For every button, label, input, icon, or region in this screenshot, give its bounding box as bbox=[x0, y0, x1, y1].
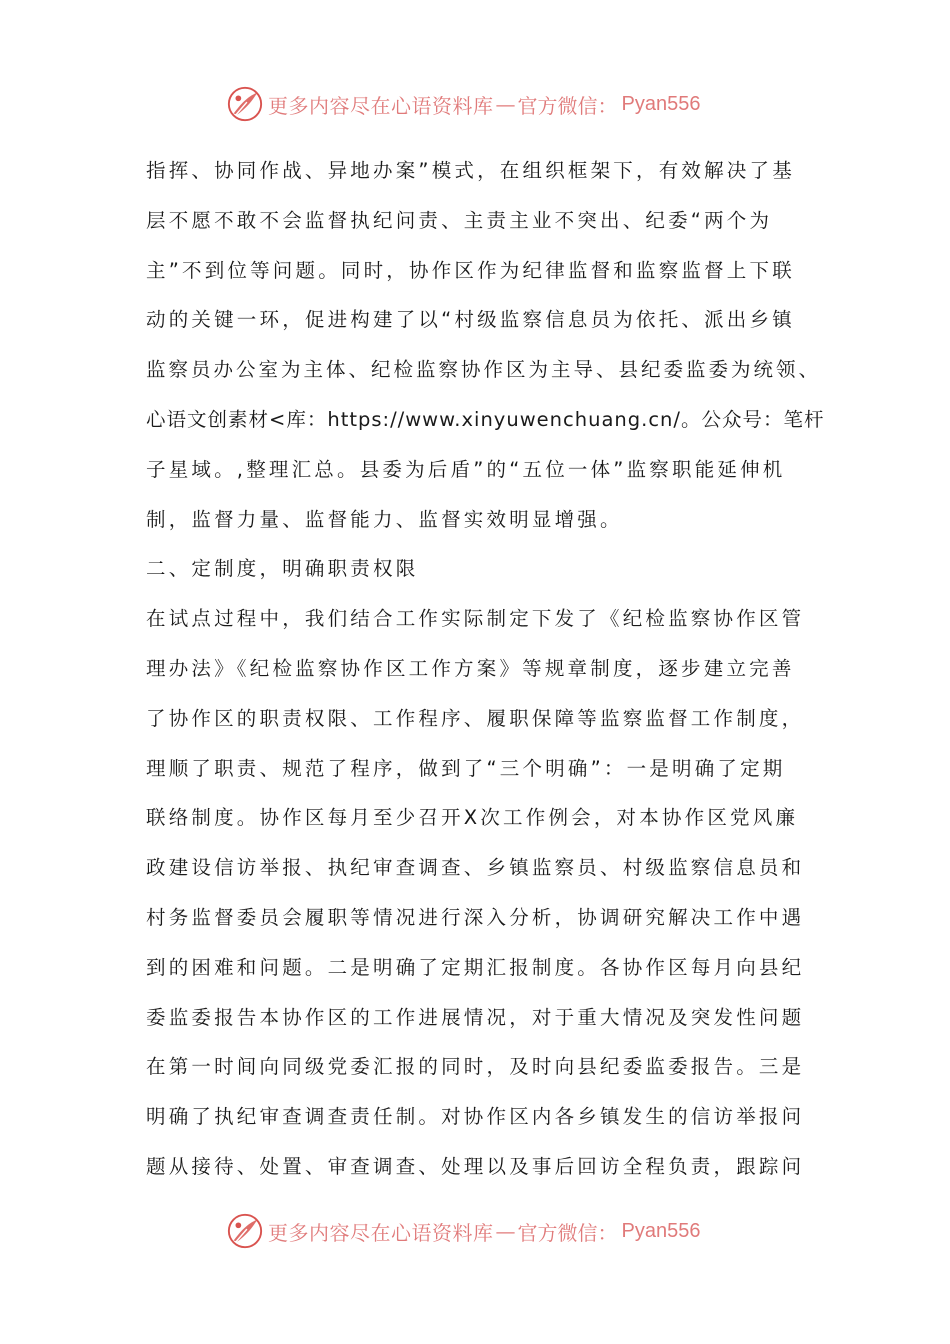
body-text bbox=[146, 146, 826, 1192]
banner-wechat-id: Pyan556 bbox=[621, 1219, 701, 1242]
banner-text: 更多内容尽在心语资料库 bbox=[268, 1220, 494, 1245]
text-line: 制，监督力量、监督能力、监督实效明显增强。 bbox=[146, 507, 623, 531]
section-heading: 二、定制度，明确职责权限 bbox=[146, 557, 419, 581]
text-line: 在第一时间向同级党委汇报的同时，及时向县纪委监委报告。三是 bbox=[146, 1055, 805, 1079]
text-line: 委监委报告本协作区的工作进展情况，对于重大情况及突发性问题 bbox=[146, 1005, 805, 1029]
text-line: 题从接待、处置、审查调查、处理以及事后回访全程负责，跟踪问 bbox=[146, 1154, 805, 1178]
banner-wechat-label: 官方微信： bbox=[517, 1220, 618, 1245]
text-line: 动的关键一环，促进构建了以“村级监察信息员为依托、派出乡镇 bbox=[146, 308, 795, 332]
text-line: 主”不到位等问题。同时，协作区作为纪律监督和监察监督上下联 bbox=[146, 258, 795, 282]
text-line: 理顺了职责、规范了程序，做到了“三个明确”：一是明确了定期 bbox=[146, 756, 786, 780]
text-line: 指挥、协同作战、异地办案”模式，在组织框架下，有效解决了基 bbox=[146, 159, 795, 182]
banner-text: 更多内容尽在心语资料库 bbox=[268, 93, 494, 118]
text-line: 监察员办公室为主体、纪检监察协作区为主导、县纪委监委为统领、 bbox=[146, 358, 822, 382]
quill-logo-icon bbox=[226, 85, 264, 123]
footer-banner bbox=[226, 1211, 700, 1251]
text-line: 明确了执纪审查调查责任制。对协作区内各乡镇发生的信访举报问 bbox=[146, 1105, 805, 1129]
quill-logo-icon bbox=[226, 1212, 264, 1250]
banner-dash: — bbox=[495, 92, 516, 116]
text-line: 联络制度。协作区每月至少召开X次工作例会，对本协作区党风廉 bbox=[146, 806, 799, 830]
text-line: 在试点过程中，我们结合工作实际制定下发了《纪检监察协作区管 bbox=[146, 607, 805, 631]
banner-wechat-id: Pyan556 bbox=[621, 92, 701, 115]
text-line: 子星域。,整理汇总。县委为后盾”的“五位一体”监察职能延伸机 bbox=[146, 457, 786, 481]
text-line: 层不愿不敢不会监督执纪问责、主责主业不突出、纪委“两个为 bbox=[146, 208, 773, 232]
text-line: 村务监督委员会履职等情况进行深入分析，协调研究解决工作中遇 bbox=[146, 905, 805, 929]
text-line: 理办法》《纪检监察协作区工作方案》等规章制度，逐步建立完善 bbox=[146, 656, 795, 680]
header-banner bbox=[226, 84, 700, 124]
text-line: 心语文创素材<库：https://www.xinyuwenchuang.cn/。公众号：笔杆 bbox=[146, 407, 825, 431]
banner-dash: — bbox=[495, 1219, 516, 1243]
text-line: 到的困难和问题。二是明确了定期汇报制度。各协作区每月向县纪 bbox=[146, 955, 805, 979]
text-line: 了协作区的职责权限、工作程序、履职保障等监察监督工作制度， bbox=[146, 706, 805, 730]
banner-wechat-label: 官方微信： bbox=[517, 93, 618, 118]
text-line: 政建设信访举报、执纪审查调查、乡镇监察员、村级监察信息员和 bbox=[146, 856, 805, 880]
